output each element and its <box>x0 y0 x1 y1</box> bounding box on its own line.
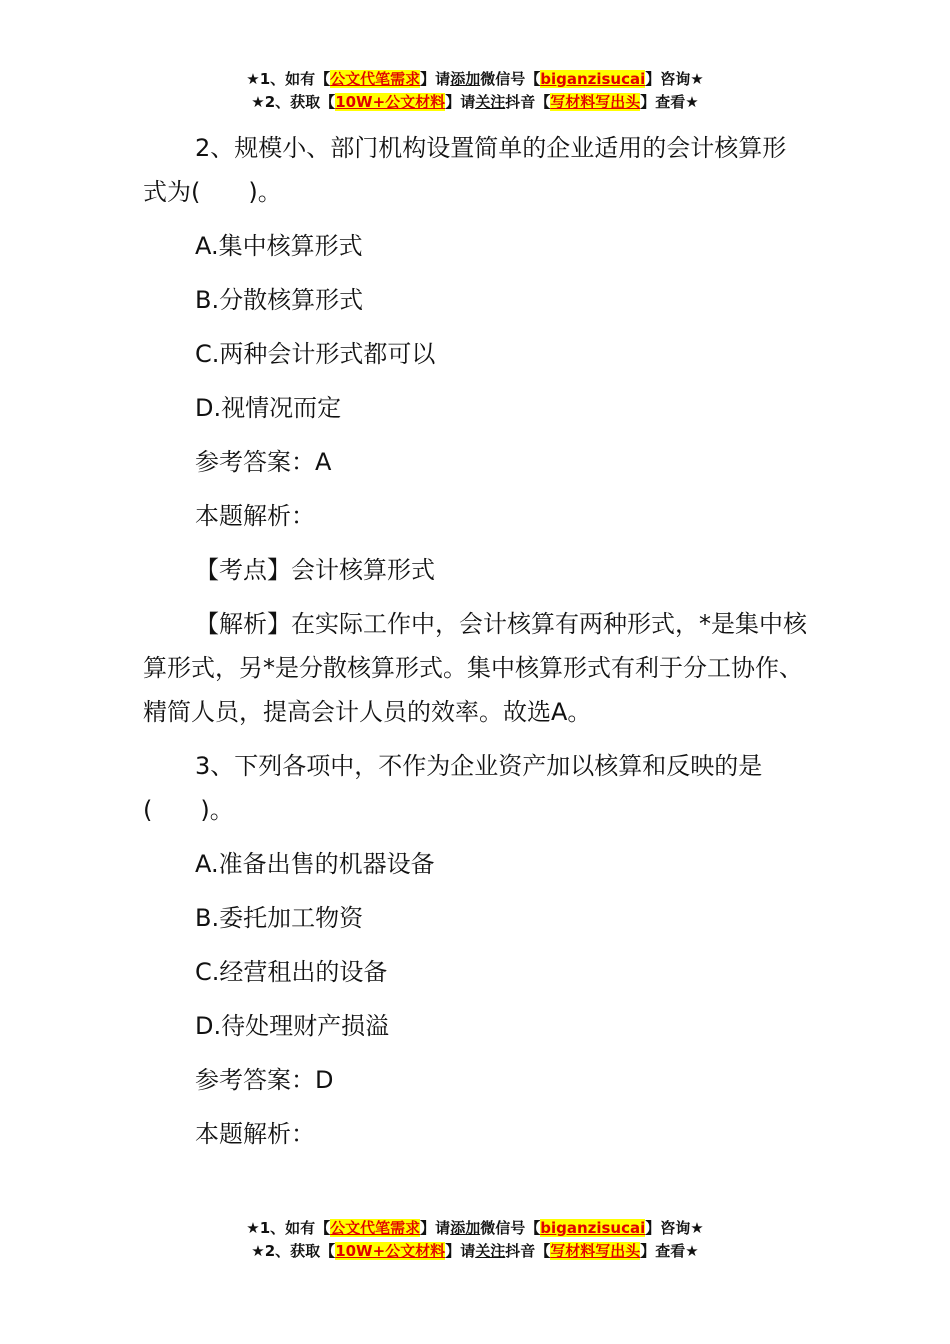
banner-highlight: 公文代笔需求 <box>330 1219 421 1237</box>
banner-highlight: biganzisucai <box>540 70 646 88</box>
question-3-stem: 3、下列各项中，不作为企业资产加以核算和反映的是( )。 <box>143 752 763 824</box>
question-3-answer: 参考答案：D <box>195 1066 334 1094</box>
question-3-option-d: D.待处理财产损溢 <box>195 1012 390 1040</box>
banner-highlight: 10W+公文材料 <box>335 1242 446 1260</box>
question-2-option-c: C.两种会计形式都可以 <box>195 340 436 368</box>
banner-text: 】请 <box>445 1242 476 1260</box>
banner-text: 抖音【 <box>505 93 551 111</box>
question-2-analysis-label: 本题解析： <box>195 502 315 530</box>
banner-text: ★1、如有【 <box>246 70 331 88</box>
question-3-option-c: C.经营租出的设备 <box>195 958 388 986</box>
banner-line-2 <box>0 1240 950 1263</box>
banner-underline: 关注 <box>475 93 506 111</box>
banner-text: 】咨询★ <box>645 1219 704 1237</box>
question-2-point: 【考点】会计核算形式 <box>195 556 435 584</box>
banner-text: 】请 <box>445 93 476 111</box>
question-2-stem: 2、规模小、部门机构设置简单的企业适用的会计核算形式为( )。 <box>143 134 787 206</box>
banner-highlight: 写材料写出头 <box>550 93 641 111</box>
banner-highlight: 公文代笔需求 <box>330 70 421 88</box>
banner-text: ★2、获取【 <box>251 1242 336 1260</box>
banner-text: 】请 <box>420 70 451 88</box>
banner-highlight: biganzisucai <box>540 1219 646 1237</box>
banner-highlight: 写材料写出头 <box>550 1242 641 1260</box>
question-2-option-a: A.集中核算形式 <box>195 232 363 260</box>
banner-text: 抖音【 <box>505 1242 551 1260</box>
footer-banner <box>0 1217 950 1263</box>
banner-underline: 关注 <box>475 1242 506 1260</box>
question-2-option-b: B.分散核算形式 <box>195 286 364 314</box>
banner-underline: 添加 <box>450 70 481 88</box>
banner-highlight: 10W+公文材料 <box>335 93 446 111</box>
banner-text: 】咨询★ <box>645 70 704 88</box>
banner-text: 】查看★ <box>640 93 699 111</box>
banner-text: 微信号【 <box>480 70 541 88</box>
banner-text: 微信号【 <box>480 1219 541 1237</box>
banner-text: ★2、获取【 <box>251 93 336 111</box>
document-body <box>143 126 808 1166</box>
question-2-answer: 参考答案：A <box>195 448 332 476</box>
banner-line-1 <box>0 1217 950 1240</box>
banner-text: 】请 <box>420 1219 451 1237</box>
question-3-analysis-label: 本题解析： <box>195 1120 315 1148</box>
banner-text: ★1、如有【 <box>246 1219 331 1237</box>
header-banner <box>0 68 950 114</box>
question-3-option-a: A.准备出售的机器设备 <box>195 850 435 878</box>
question-2-explanation: 【解析】在实际工作中，会计核算有两种形式，*是集中核算形式，另*是分散核算形式。集中核算形式有利于分工协作、精简人员，提高会计人员的效率。故选A。 <box>143 610 807 726</box>
question-3-option-b: B.委托加工物资 <box>195 904 364 932</box>
banner-underline: 添加 <box>450 1219 481 1237</box>
banner-line-2 <box>0 91 950 114</box>
question-2-option-d: D.视情况而定 <box>195 394 342 422</box>
banner-line-1 <box>0 68 950 91</box>
banner-text: 】查看★ <box>640 1242 699 1260</box>
